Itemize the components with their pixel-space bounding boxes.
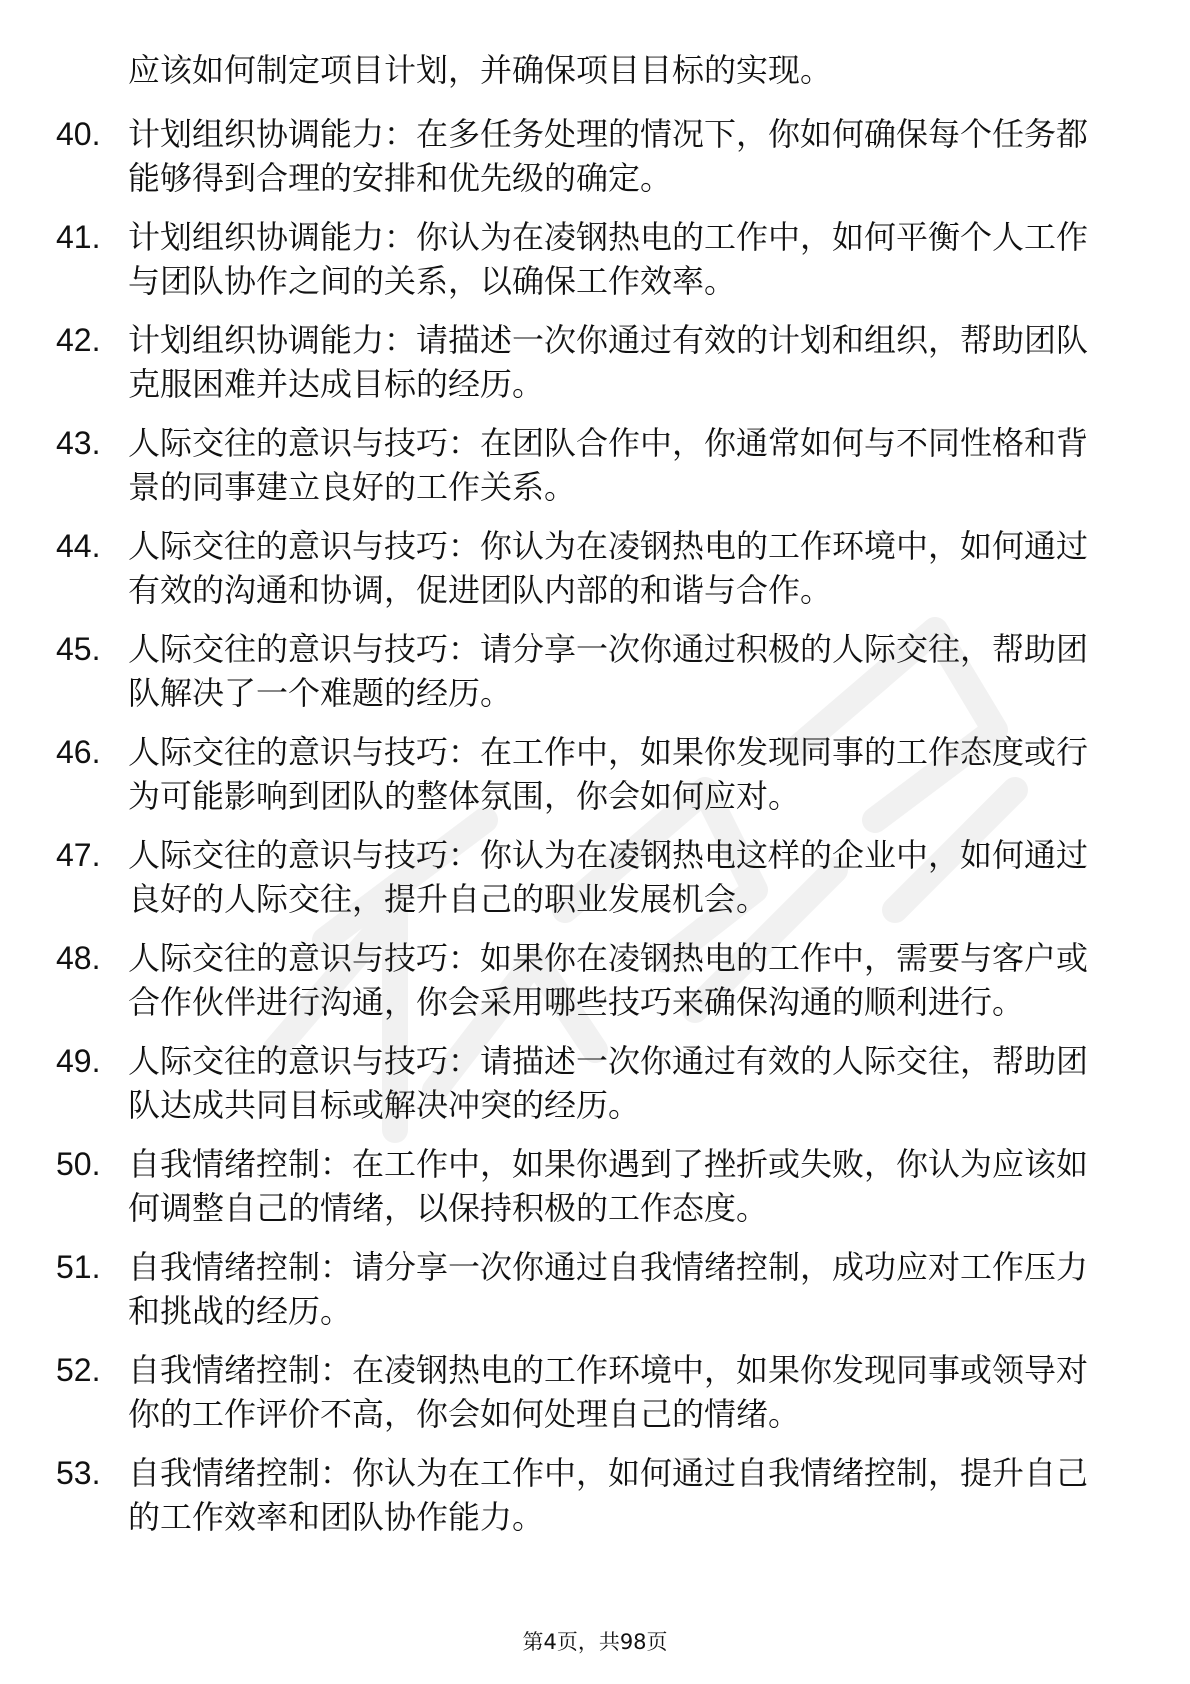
list-item — [0, 318, 1190, 406]
question-text: 人际交往的意识与技巧：你认为在凌钢热电的工作环境中，如何通过有效的沟通和协调，促进团队内部的和谐与合作。 — [128, 527, 1089, 609]
question-number: 40. — [56, 116, 101, 152]
question-text: 人际交往的意识与技巧：请分享一次你通过积极的人际交往，帮助团队解决了一个难题的经历。 — [128, 630, 1089, 712]
question-number: 41. — [56, 219, 101, 255]
question-text: 自我情绪控制：请分享一次你通过自我情绪控制，成功应对工作压力和挑战的经历。 — [128, 1248, 1089, 1330]
list-item — [0, 1039, 1190, 1127]
question-number: 47. — [56, 837, 101, 873]
page-number-footer: 第4页，共98页 — [522, 1630, 668, 1654]
question-number: 50. — [56, 1146, 101, 1182]
question-number: 44. — [56, 528, 101, 564]
list-item — [0, 112, 1190, 200]
list-item — [0, 1142, 1190, 1230]
question-number: 52. — [56, 1352, 101, 1388]
question-number: 42. — [56, 322, 101, 358]
question-number: 48. — [56, 940, 101, 976]
question-text: 自我情绪控制：在工作中，如果你遇到了挫折或失败，你认为应该如何调整自己的情绪，以保持积极的工作态度。 — [128, 1145, 1089, 1227]
question-text: 计划组织协调能力：在多任务处理的情况下，你如何确保每个任务都能够得到合理的安排和优先级的确定。 — [128, 115, 1089, 197]
list-item — [0, 421, 1190, 509]
question-text: 自我情绪控制：你认为在工作中，如何通过自我情绪控制，提升自己的工作效率和团队协作能力。 — [128, 1454, 1089, 1536]
list-item — [0, 936, 1190, 1024]
list-item — [0, 833, 1190, 921]
list-item — [0, 627, 1190, 715]
question-number: 49. — [56, 1043, 101, 1079]
list-item — [0, 215, 1190, 303]
question-number: 43. — [56, 425, 101, 461]
question-number: 51. — [56, 1249, 101, 1285]
question-text: 计划组织协调能力：请描述一次你通过有效的计划和组织，帮助团队克服困难并达成目标的经历。 — [128, 321, 1089, 403]
question-list — [0, 112, 1190, 1554]
question-text: 人际交往的意识与技巧：请描述一次你通过有效的人际交往，帮助团队达成共同目标或解决冲突的经历。 — [128, 1042, 1089, 1124]
list-item — [0, 1348, 1190, 1436]
question-number: 45. — [56, 631, 101, 667]
list-item — [0, 1245, 1190, 1333]
question-text: 自我情绪控制：在凌钢热电的工作环境中，如果你发现同事或领导对你的工作评价不高，你会如何处理自己的情绪。 — [128, 1351, 1089, 1433]
list-item — [0, 1451, 1190, 1539]
question-number: 46. — [56, 734, 101, 770]
continuation-text: 应该如何制定项目计划，并确保项目目标的实现。 — [128, 51, 833, 89]
question-text: 人际交往的意识与技巧：你认为在凌钢热电这样的企业中，如何通过良好的人际交往，提升自己的职业发展机会。 — [128, 836, 1089, 918]
list-item — [0, 524, 1190, 612]
question-text: 计划组织协调能力：你认为在凌钢热电的工作中，如何平衡个人工作与团队协作之间的关系，以确保工作效率。 — [128, 218, 1089, 300]
question-text: 人际交往的意识与技巧：如果你在凌钢热电的工作中，需要与客户或合作伙伴进行沟通，你会采用哪些技巧来确保沟通的顺利进行。 — [128, 939, 1089, 1021]
list-item — [0, 730, 1190, 818]
question-number: 53. — [56, 1455, 101, 1491]
question-text: 人际交往的意识与技巧：在工作中，如果你发现同事的工作态度或行为可能影响到团队的整体氛围，你会如何应对。 — [128, 733, 1089, 815]
question-text: 人际交往的意识与技巧：在团队合作中，你通常如何与不同性格和背景的同事建立良好的工作关系。 — [128, 424, 1089, 506]
